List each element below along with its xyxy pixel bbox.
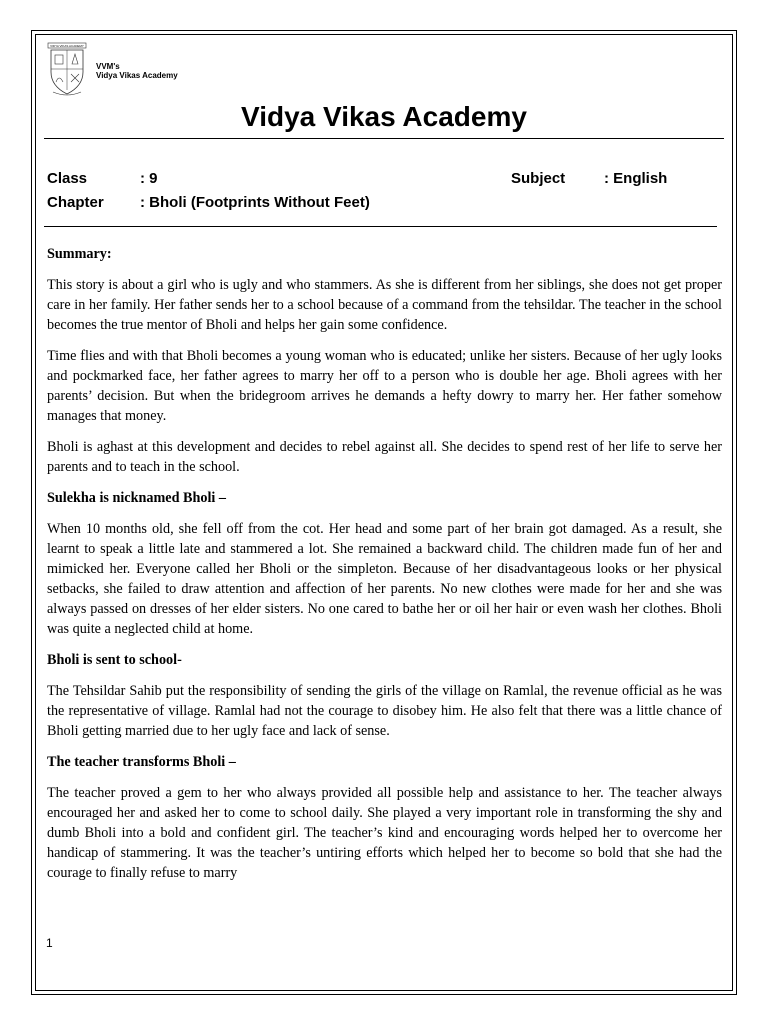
brand-line-vvm: VVM's: [96, 62, 120, 71]
heading-nickname: Sulekha is nicknamed Bholi –: [47, 490, 226, 506]
title-divider: [44, 138, 724, 139]
school-crest-logo: [47, 42, 87, 98]
summary-heading: Summary:: [47, 246, 112, 262]
page-number: 1: [46, 936, 53, 950]
paragraph-1: This story is about a girl who is ugly and who stammers. As she is different from her siblings, she does not get proper care in her family. Her father sends her to a school because of a command from the tehsildar. The teacher in the school becomes the true mentor of Bholi and helps her gain some confidence.: [47, 277, 722, 333]
heading-school: Bholi is sent to school-: [47, 652, 182, 668]
heading-teacher: The teacher transforms Bholi –: [47, 754, 236, 770]
paragraph-3: Bholi is aghast at this development and decides to rebel against all. She decides to spend rest of her life to serve her parents and to teach in the school.: [47, 439, 722, 475]
subject-value: : English: [604, 170, 668, 187]
subject-label: Subject: [511, 170, 566, 187]
chapter-value: : Bholi (Footprints Without Feet): [140, 194, 370, 211]
meta-divider: [44, 226, 717, 227]
paragraph-6: The teacher proved a gem to her who always provided all possible help and assistance to her. The teacher always encouraged her and asked her to come to school daily. She played a very important role in transforming the shy and dumb Bholi into a bold and confident girl. The teacher’s kind and encouraging words helped her to overcome her handicap of stammering. It was the teacher’s untiring efforts which helped her to become so bold that she had the courage to finally refuse to marry: [47, 785, 722, 881]
brand-label: [96, 62, 178, 80]
svg-text:VIDYA VIKAS ACADEMY: VIDYA VIKAS ACADEMY: [50, 44, 84, 48]
page-title: Vidya Vikas Academy: [241, 101, 527, 132]
paragraph-2: Time flies and with that Bholi becomes a young woman who is educated; unlike her sisters. Because of her ugly looks and pockmarked face, her father agrees to marry her off to a person who is double her age. Bholi agrees with her parents’ decision. But when the bridegroom arrives he demands a hefty dowry to marry her. Her father somehow manages that money.: [47, 348, 722, 424]
class-label: Class: [47, 170, 88, 187]
class-value: : 9: [140, 170, 158, 187]
paragraph-4: When 10 months old, she fell off from the cot. Her head and some part of her brain got damaged. As a result, she learnt to speak a little late and stammered a lot. She remained a backward child. The children made fun of her and mimicked her. Everyone called her Bholi or the simpleton. Because of her disadvantageous looks or her physical setbacks, she failed to draw attention and affection of her parents. No new clothes were made for her and she was always passed on dresses of her elder sisters. No one cared to bathe her or oil her hair or even wash her clothes. Bholi was quite a neglected child at home.: [47, 521, 722, 637]
document-body: [47, 244, 722, 894]
chapter-label: Chapter: [47, 194, 104, 211]
paragraph-5: The Tehsildar Sahib put the responsibility of sending the girls of the village on Ramlal, the revenue official as he was the representative of village. Ramlal had not the courage to disobey him. He also felt that there was a little chance of Bholi getting married due to her ugly face and lack of sense.: [47, 683, 722, 739]
brand-line-academy: Vidya Vikas Academy: [96, 71, 178, 80]
